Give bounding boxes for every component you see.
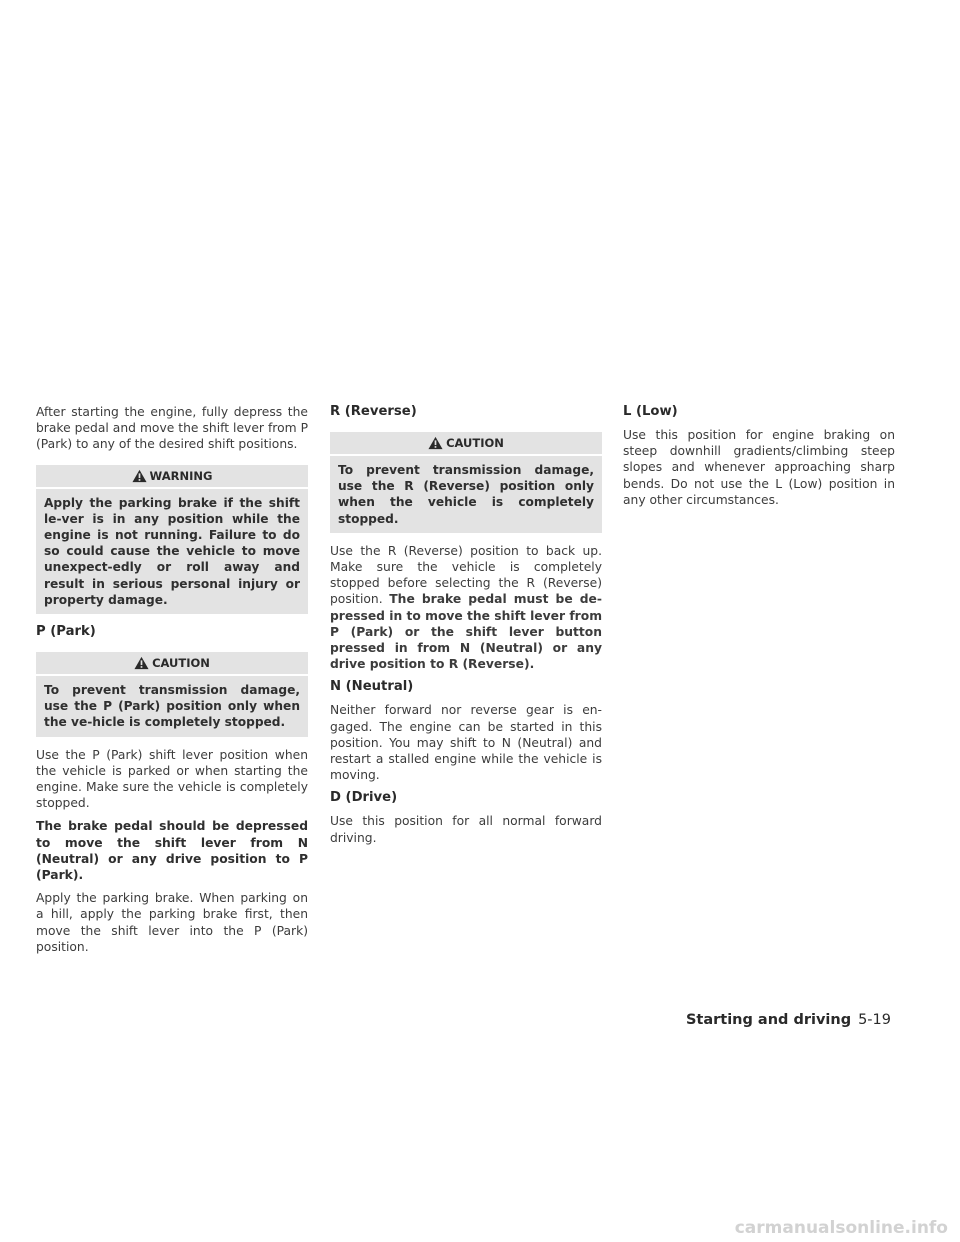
watermark: carmanualsonline.info [734, 1218, 948, 1238]
reverse-caution-label: CAUTION [446, 436, 504, 450]
park-caution-box [36, 652, 308, 737]
reverse-paragraph-text: Use the R (Reverse) position to back up. Make sure the vehicle is completely stopped before selecting the R (Reverse) position. [330, 543, 602, 607]
warning-triangle-icon [428, 436, 443, 450]
footer-section-title: Starting and driving [685, 1012, 852, 1028]
warning-triangle-icon [132, 469, 147, 483]
warning-text: Apply the parking brake if the shift le-ver is in any position while the engine is not running. Failure to do so could cause the vehicle to move unexpect-edly or roll away and result in serious personal injury or property damage. [44, 495, 300, 607]
warning-triangle-icon [134, 656, 149, 670]
park-heading: P (Park) [36, 624, 96, 640]
warning-header [36, 465, 308, 487]
park-paragraph-1: Use the P (Park) shift lever position when the vehicle is parked or when starting the engine. Make sure the vehicle is completely stopped. [36, 747, 308, 811]
low-paragraph: Use this position for engine braking on steep downhill gradients/climbing steep slopes and whenever approaching sharp bends. Do not use the L (Low) position in any other circumstances. [623, 428, 895, 507]
reverse-caution-header [330, 432, 602, 454]
park-caution-text: To prevent transmission damage, use the P (Park) position only when the ve-hicle is completely stopped. [44, 683, 300, 730]
warning-label: WARNING [149, 468, 213, 483]
column-2 [330, 404, 602, 853]
park-caution-header [36, 652, 308, 674]
reverse-paragraph-bold: The brake pedal must be de-pressed in to move the shift lever from P (Park) or the shift lever button pressed in from N (Neutral) or any drive position to R (Reverse). [330, 592, 603, 672]
warning-box [36, 465, 308, 614]
column-3 [623, 404, 895, 515]
drive-paragraph: Use this position for all normal forward driving. [330, 814, 602, 845]
page-footer [686, 1012, 891, 1028]
drive-heading: D (Drive) [330, 790, 398, 806]
footer-page-number: 5-19 [858, 1012, 891, 1028]
neutral-paragraph: Neither forward nor reverse gear is en-gaged. The engine can be started in this position. You may shift to N (Neutral) and restart a stalled engine while the vehicle is moving. [330, 703, 602, 783]
park-paragraph-3: Apply the parking brake. When parking on a hill, apply the parking brake first, then move the shift lever into the P (Park) position. [36, 891, 308, 954]
reverse-paragraph [330, 543, 602, 673]
column-1 [36, 404, 308, 962]
reverse-caution-box [330, 432, 602, 533]
low-heading: L (Low) [623, 404, 678, 419]
park-paragraph-2: The brake pedal should be depressed to move the shift lever from N (Neutral) or any drive position to P (Park). [36, 819, 308, 883]
reverse-caution-text: To prevent transmission damage, use the R (Reverse) position only when the vehicle is completely stopped. [338, 463, 594, 526]
park-caution-label: CAUTION [152, 656, 210, 671]
reverse-heading: R (Reverse) [330, 404, 417, 419]
intro-paragraph: After starting the engine, fully depress the brake pedal and move the shift lever from P (Park) to any of the desired shift positions. [36, 405, 308, 452]
neutral-heading: N (Neutral) [330, 679, 414, 695]
